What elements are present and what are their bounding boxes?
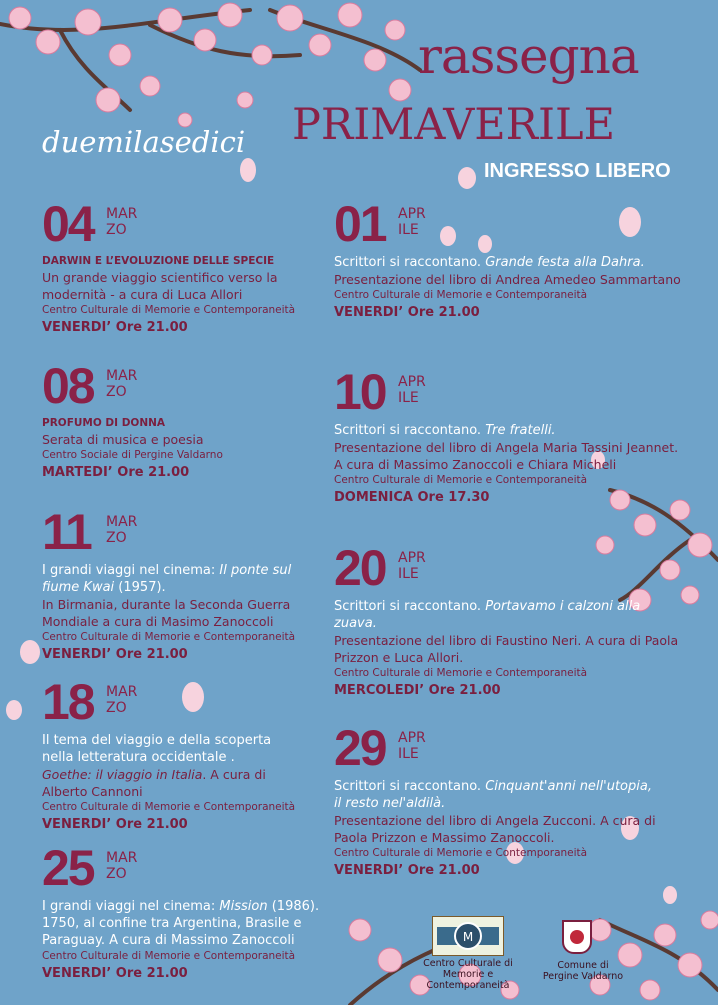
event-time: DOMENICA Ore 17.30 [334, 490, 490, 505]
book-title: il resto nel'aldilà. [334, 796, 446, 811]
event-month: MAR [106, 684, 138, 700]
event-description: Serata di musica e poesia [42, 432, 204, 447]
event-card [42, 196, 352, 336]
event-time: MERCOLEDI’ Ore 21.00 [334, 683, 501, 698]
event-title-text: Scrittori si raccontano. [334, 599, 486, 614]
event-day: 10 [334, 364, 386, 420]
event-description: Presentazione del libro di Angela Zucconi. A cura di [334, 813, 656, 828]
event-title [334, 615, 684, 632]
event-month: ZO [106, 700, 127, 716]
event-date [42, 358, 352, 414]
event-card [42, 674, 352, 833]
event-venue: Centro Culturale di Memorie e Contemporaneità [334, 667, 588, 679]
event-title: 1750, al confine tra Argentina, Brasile e [42, 916, 302, 931]
event-month: ZO [106, 866, 127, 882]
event-date [334, 196, 684, 252]
caption-line: Pergine Valdarno [542, 971, 624, 982]
event-date [42, 840, 352, 896]
year-label: duemilasedici [42, 125, 246, 159]
event-month: APR [398, 550, 426, 566]
caption-line: Centro Culturale di [423, 958, 513, 969]
event-description: Un grande viaggio scientifico verso la [42, 270, 278, 285]
book-title: Tre fratelli. [485, 423, 556, 438]
event-topic: PROFUMO DI DONNA [42, 417, 166, 429]
event-time: VENERDI’ Ore 21.00 [42, 647, 188, 662]
event-venue: Centro Culturale di Memorie e Contemporaneità [334, 474, 588, 486]
event-month: ILE [398, 390, 419, 406]
event-card [334, 196, 684, 321]
film-title: Mission [219, 899, 268, 914]
film-title: Il ponte sul [219, 563, 292, 578]
event-topic: DARWIN E L’EVOLUZIONE DELLE SPECIE [42, 255, 275, 267]
event-title-text: I grandi viaggi nel cinema: [42, 563, 220, 578]
event-month: ZO [106, 222, 127, 238]
event-venue: Centro Sociale di Pergine Valdarno [42, 449, 223, 461]
event-title [334, 795, 684, 812]
event-day: 08 [42, 358, 94, 414]
event-month: ZO [106, 530, 127, 546]
event-description [42, 766, 352, 783]
event-day: 25 [42, 840, 94, 896]
event-description: Mondiale a cura di Masimo Zanoccoli [42, 614, 274, 629]
film-year: (1957). [114, 580, 166, 595]
municipality-logo [542, 912, 624, 998]
event-description: Presentazione del libro di Angela Maria Tassini Jeannet. [334, 440, 679, 455]
event-day: 01 [334, 196, 386, 252]
event-description: Alberto Cannoni [42, 784, 143, 799]
book-title: Grande festa alla Dahra. [485, 255, 645, 270]
book-title: Goethe: il viaggio in Italia [42, 767, 203, 782]
event-date [334, 720, 684, 776]
event-date [42, 196, 352, 252]
event-date [42, 674, 352, 730]
event-title: Paraguay. A cura di Massimo Zanoccoli [42, 933, 295, 948]
event-month: APR [398, 374, 426, 390]
event-time: MARTEDI’ Ore 21.00 [42, 465, 190, 480]
book-title: Cinquant'anni nell'utopia, [485, 779, 652, 794]
caption-line: Memorie e Contemporaneità [426, 969, 510, 991]
event-month: MAR [106, 850, 138, 866]
event-description: A cura di Massimo Zanoccoli e Chiara Micheli [334, 457, 617, 472]
municipality-caption [542, 960, 624, 982]
event-description: In Birmania, durante la Seconda Guerra [42, 597, 291, 612]
title-primaverile: PRIMAVERILE [292, 100, 615, 150]
event-venue: Centro Culturale di Memorie e Contemporaneità [334, 289, 588, 301]
film-title: fiume Kwai [42, 580, 115, 595]
event-time: VENERDI’ Ore 21.00 [42, 966, 188, 981]
event-title: Il tema del viaggio e della scoperta [42, 733, 272, 748]
event-title [42, 579, 352, 596]
event-title [334, 422, 684, 439]
caption-line: Comune di [557, 960, 609, 971]
cultural-center-logo [418, 916, 514, 1000]
event-title [42, 562, 352, 579]
event-venue: Centro Culturale di Memorie e Contemporaneità [42, 304, 296, 316]
event-month: ZO [106, 384, 127, 400]
event-day: 20 [334, 540, 386, 596]
event-title-text: I grandi viaggi nel cinema: [42, 899, 220, 914]
event-card [42, 840, 352, 982]
coat-of-arms-icon [562, 920, 592, 954]
film-reel-icon [432, 916, 504, 956]
event-day: 04 [42, 196, 94, 252]
event-month: ILE [398, 746, 419, 762]
title-rassegna: rassegna [418, 27, 639, 85]
film-year: (1986). [267, 899, 320, 914]
event-card [334, 364, 684, 506]
event-description: Presentazione del libro di Faustino Neri. A cura di Paola [334, 633, 679, 648]
event-description: Presentazione del libro di Andrea Amedeo Sammartano [334, 272, 681, 287]
event-day: 11 [42, 504, 91, 560]
cultural-center-caption [418, 958, 518, 991]
event-month: MAR [106, 368, 138, 384]
event-time: VENERDI’ Ore 21.00 [42, 817, 188, 832]
event-venue: Centro Culturale di Memorie e Contemporaneità [42, 801, 296, 813]
event-curator: . A cura di [202, 767, 266, 782]
event-date [334, 540, 684, 596]
event-month: ILE [398, 566, 419, 582]
event-time: VENERDI’ Ore 21.00 [334, 863, 480, 878]
event-month: MAR [106, 514, 138, 530]
event-month: MAR [106, 206, 138, 222]
event-description: modernità - a cura di Luca Allori [42, 287, 243, 302]
event-title [334, 254, 684, 271]
free-entry-label: INGRESSO LIBERO [484, 160, 671, 182]
event-title-text: Scrittori si raccontano. [334, 779, 486, 794]
event-venue: Centro Culturale di Memorie e Contemporaneità [334, 847, 588, 859]
event-title-text: Scrittori si raccontano. [334, 423, 486, 438]
film-reel-icon-graphic [433, 917, 503, 955]
event-month: APR [398, 206, 426, 222]
event-card [42, 504, 352, 663]
event-description: Prizzon e Luca Allori. [334, 650, 464, 665]
event-time: VENERDI’ Ore 21.00 [334, 305, 480, 320]
book-title: Portavamo i calzoni alla [485, 599, 641, 614]
event-description: Paola Prizzon e Massimo Zanoccoli. [334, 830, 555, 845]
event-title [334, 598, 684, 615]
event-venue: Centro Culturale di Memorie e Contemporaneità [42, 950, 296, 962]
book-title: zuava. [334, 616, 377, 631]
event-title: nella letteratura occidentale . [42, 750, 235, 765]
event-day: 18 [42, 674, 94, 730]
event-date [334, 364, 684, 420]
event-time: VENERDI’ Ore 21.00 [42, 320, 188, 335]
event-title [42, 898, 352, 915]
event-title [334, 778, 684, 795]
event-day: 29 [334, 720, 386, 776]
event-date [42, 504, 352, 560]
event-venue: Centro Culturale di Memorie e Contemporaneità [42, 631, 296, 643]
event-title-text: Scrittori si raccontano. [334, 255, 486, 270]
event-month: ILE [398, 222, 419, 238]
event-card [42, 358, 352, 481]
event-month: APR [398, 730, 426, 746]
svg-text:M: M [462, 930, 474, 944]
event-card [334, 720, 684, 879]
event-card [334, 540, 684, 699]
